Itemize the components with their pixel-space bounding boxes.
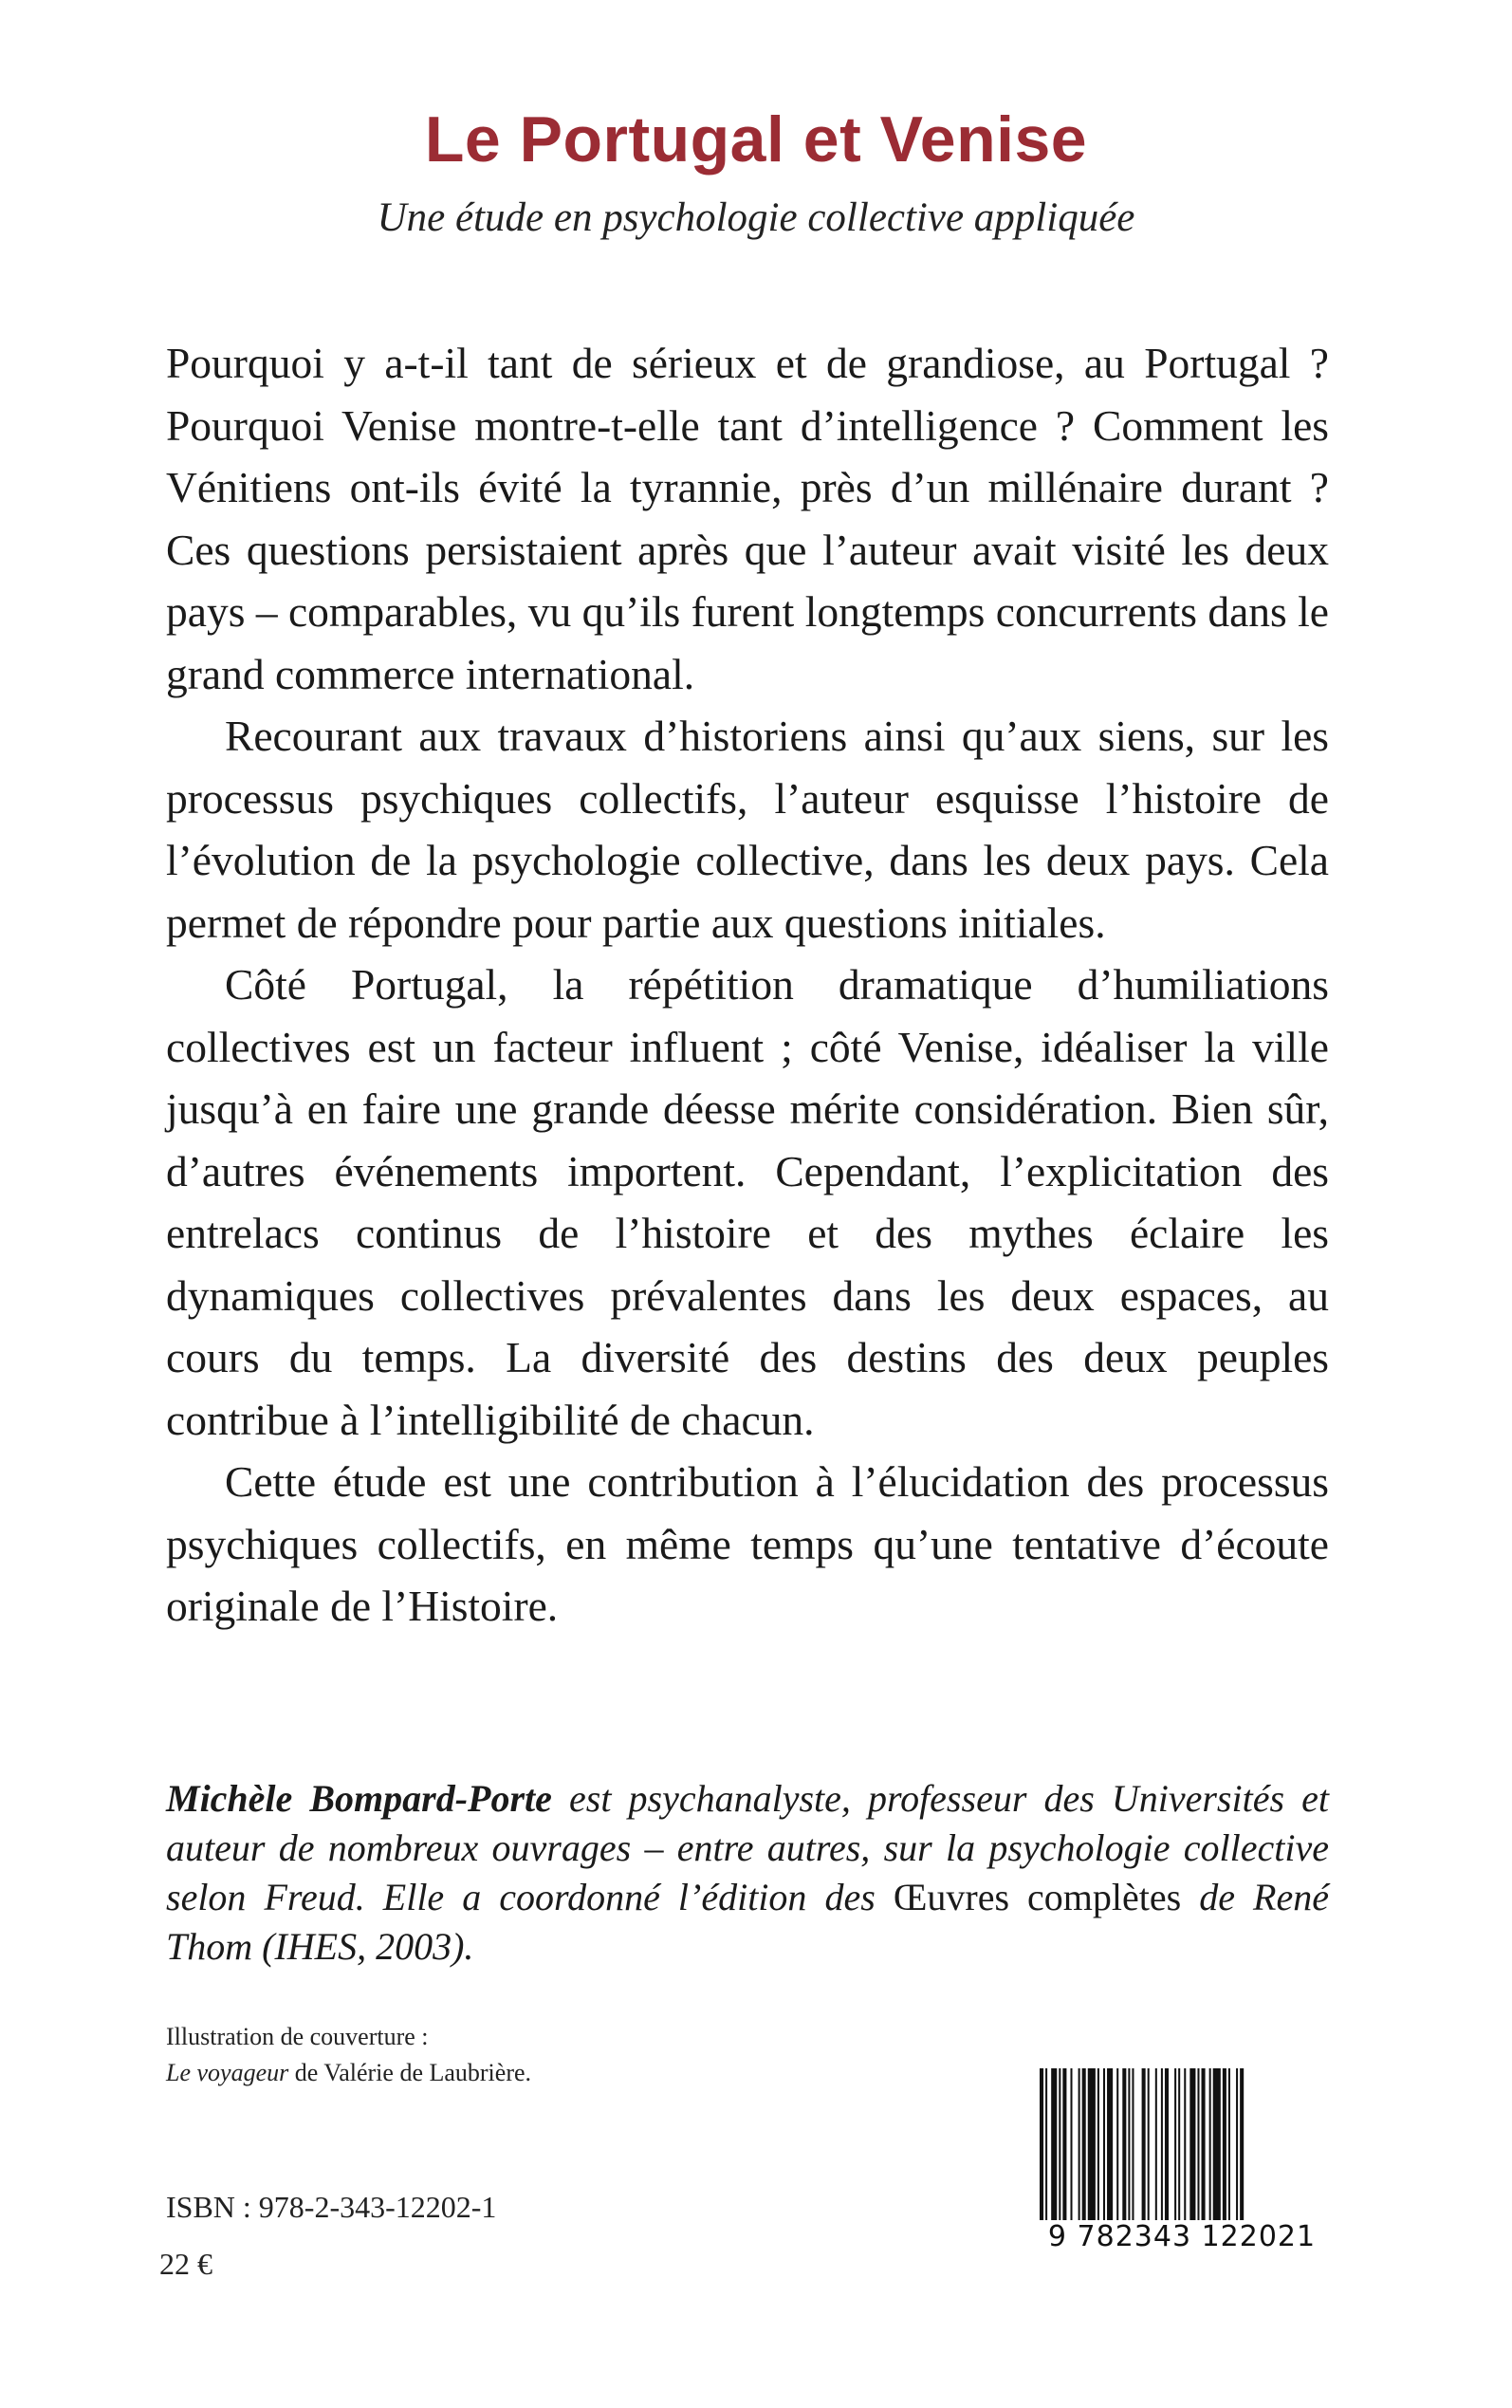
- book-subtitle: Une étude en psychologie collective appliquée: [377, 195, 1135, 240]
- barcode-bar: [1122, 2068, 1126, 2220]
- barcode-bar: [1184, 2068, 1186, 2220]
- barcode-bars: [1040, 2068, 1244, 2241]
- barcode-bar: [1082, 2068, 1086, 2220]
- cover-credits: [166, 2019, 531, 2091]
- barcode-digits: 9 782343 122021: [1034, 2220, 1330, 2254]
- credits-artwork-title: Le voyageur: [166, 2059, 289, 2086]
- author-bio: [166, 1774, 1329, 1972]
- barcode-bar: [1174, 2068, 1176, 2220]
- barcode-bar: [1202, 2068, 1206, 2220]
- barcode-bar: [1128, 2068, 1130, 2220]
- author-bio-text: est psychanalyste, professeur des Universités et auteur de nombreux ouvrages – entre autres, sur la psychologie collective selon Freud. Elle a coordonné l’édition des: [166, 1777, 1329, 1918]
- author-name: Michèle Bompard-Porte: [166, 1777, 552, 1820]
- barcode-bar: [1209, 2068, 1211, 2220]
- barcode-bar: [1097, 2068, 1099, 2220]
- barcode-bar: [1079, 2068, 1080, 2220]
- barcode-bar: [1040, 2068, 1043, 2241]
- book-title: Le Portugal et Venise: [424, 103, 1088, 176]
- barcode-bar: [1148, 2068, 1150, 2241]
- blurb-paragraph-2: Recourant aux travaux d’historiens ainsi qu’aux siens, sur les processus psychiques collectifs, l’auteur esquisse l’histoire de l’évolution de la psychologie collective, dans les deux pays. Cela permet de répondre pour partie aux questions initiales.: [166, 712, 1329, 947]
- blurb-paragraph-4: Cette étude est une contribution à l’élucidation des processus psychiques collectifs, en même temps qu’une tentative d’écoute originale de l’Histoire.: [166, 1457, 1329, 1630]
- credits-label: Illustration de couverture :: [166, 2023, 429, 2050]
- author-work-title: Œuvres complètes: [893, 1876, 1182, 1918]
- barcode-bar: [1236, 2068, 1238, 2241]
- barcode-bar: [1189, 2068, 1195, 2220]
- credits-artist: de Valérie de Laubrière.: [288, 2059, 532, 2086]
- barcode-bar: [1178, 2068, 1180, 2220]
- isbn: ISBN : 978-2-343-12202-1: [166, 2190, 497, 2224]
- barcode-bar: [1103, 2068, 1105, 2220]
- barcode-bar: [1059, 2068, 1060, 2220]
- blurb-paragraph-1: Pourquoi y a-t-il tant de sérieux et de grandiose, au Portugal ? Pourquoi Venise montre-t-elle tant d’intelligence ? Comment les Vénitiens ont-ils évité la tyrannie, près d’un millénaire durant ? Ces questions persistaient après que l’auteur avait visité les deux pays – comparables, vu qu’ils furent longtemps concurrents dans le grand commerce international.: [166, 339, 1329, 698]
- barcode-bar: [1088, 2068, 1096, 2220]
- barcode-bar: [1165, 2068, 1169, 2220]
- barcode-bar: [1197, 2068, 1199, 2220]
- barcode-bar: [1155, 2068, 1157, 2220]
- barcode-bar: [1051, 2068, 1057, 2220]
- barcode-bar: [1142, 2068, 1146, 2241]
- blurb-paragraph-3: Côté Portugal, la répétition dramatique d’humiliations collectives est un facteur influent ; côté Venise, idéaliser la ville jusqu’à en faire une grande déesse mérite considération. Bien sûr, d’autres événements importent. Cependant, l’explicitation des entrelacs continus de l’histoire et des mythes éclaire les dynamiques collectives prévalentes dans les deux espaces, au cours du temps. La diversité des destins des deux peuples contribue à l’intelligibilité de chacun.: [166, 960, 1329, 1444]
- barcode-bar: [1107, 2068, 1113, 2220]
- barcode-bar: [1070, 2068, 1072, 2220]
- barcode-bar: [1240, 2068, 1244, 2241]
- barcode-bar: [1223, 2068, 1226, 2220]
- barcode-bar: [1062, 2068, 1066, 2220]
- author-bio-text-end: de René Thom (IHES, 2003).: [166, 1876, 1330, 1968]
- barcode-bar: [1116, 2068, 1118, 2220]
- price: 22 €: [159, 2247, 212, 2281]
- credits-artwork-line: [166, 2055, 531, 2091]
- blurb: [166, 332, 1329, 1638]
- barcode-bar: [1228, 2068, 1230, 2220]
- barcode-bar: [1213, 2068, 1221, 2220]
- barcode-bar: [1132, 2068, 1134, 2220]
- barcode-bar: [1045, 2068, 1047, 2241]
- barcode-bar: [1161, 2068, 1163, 2220]
